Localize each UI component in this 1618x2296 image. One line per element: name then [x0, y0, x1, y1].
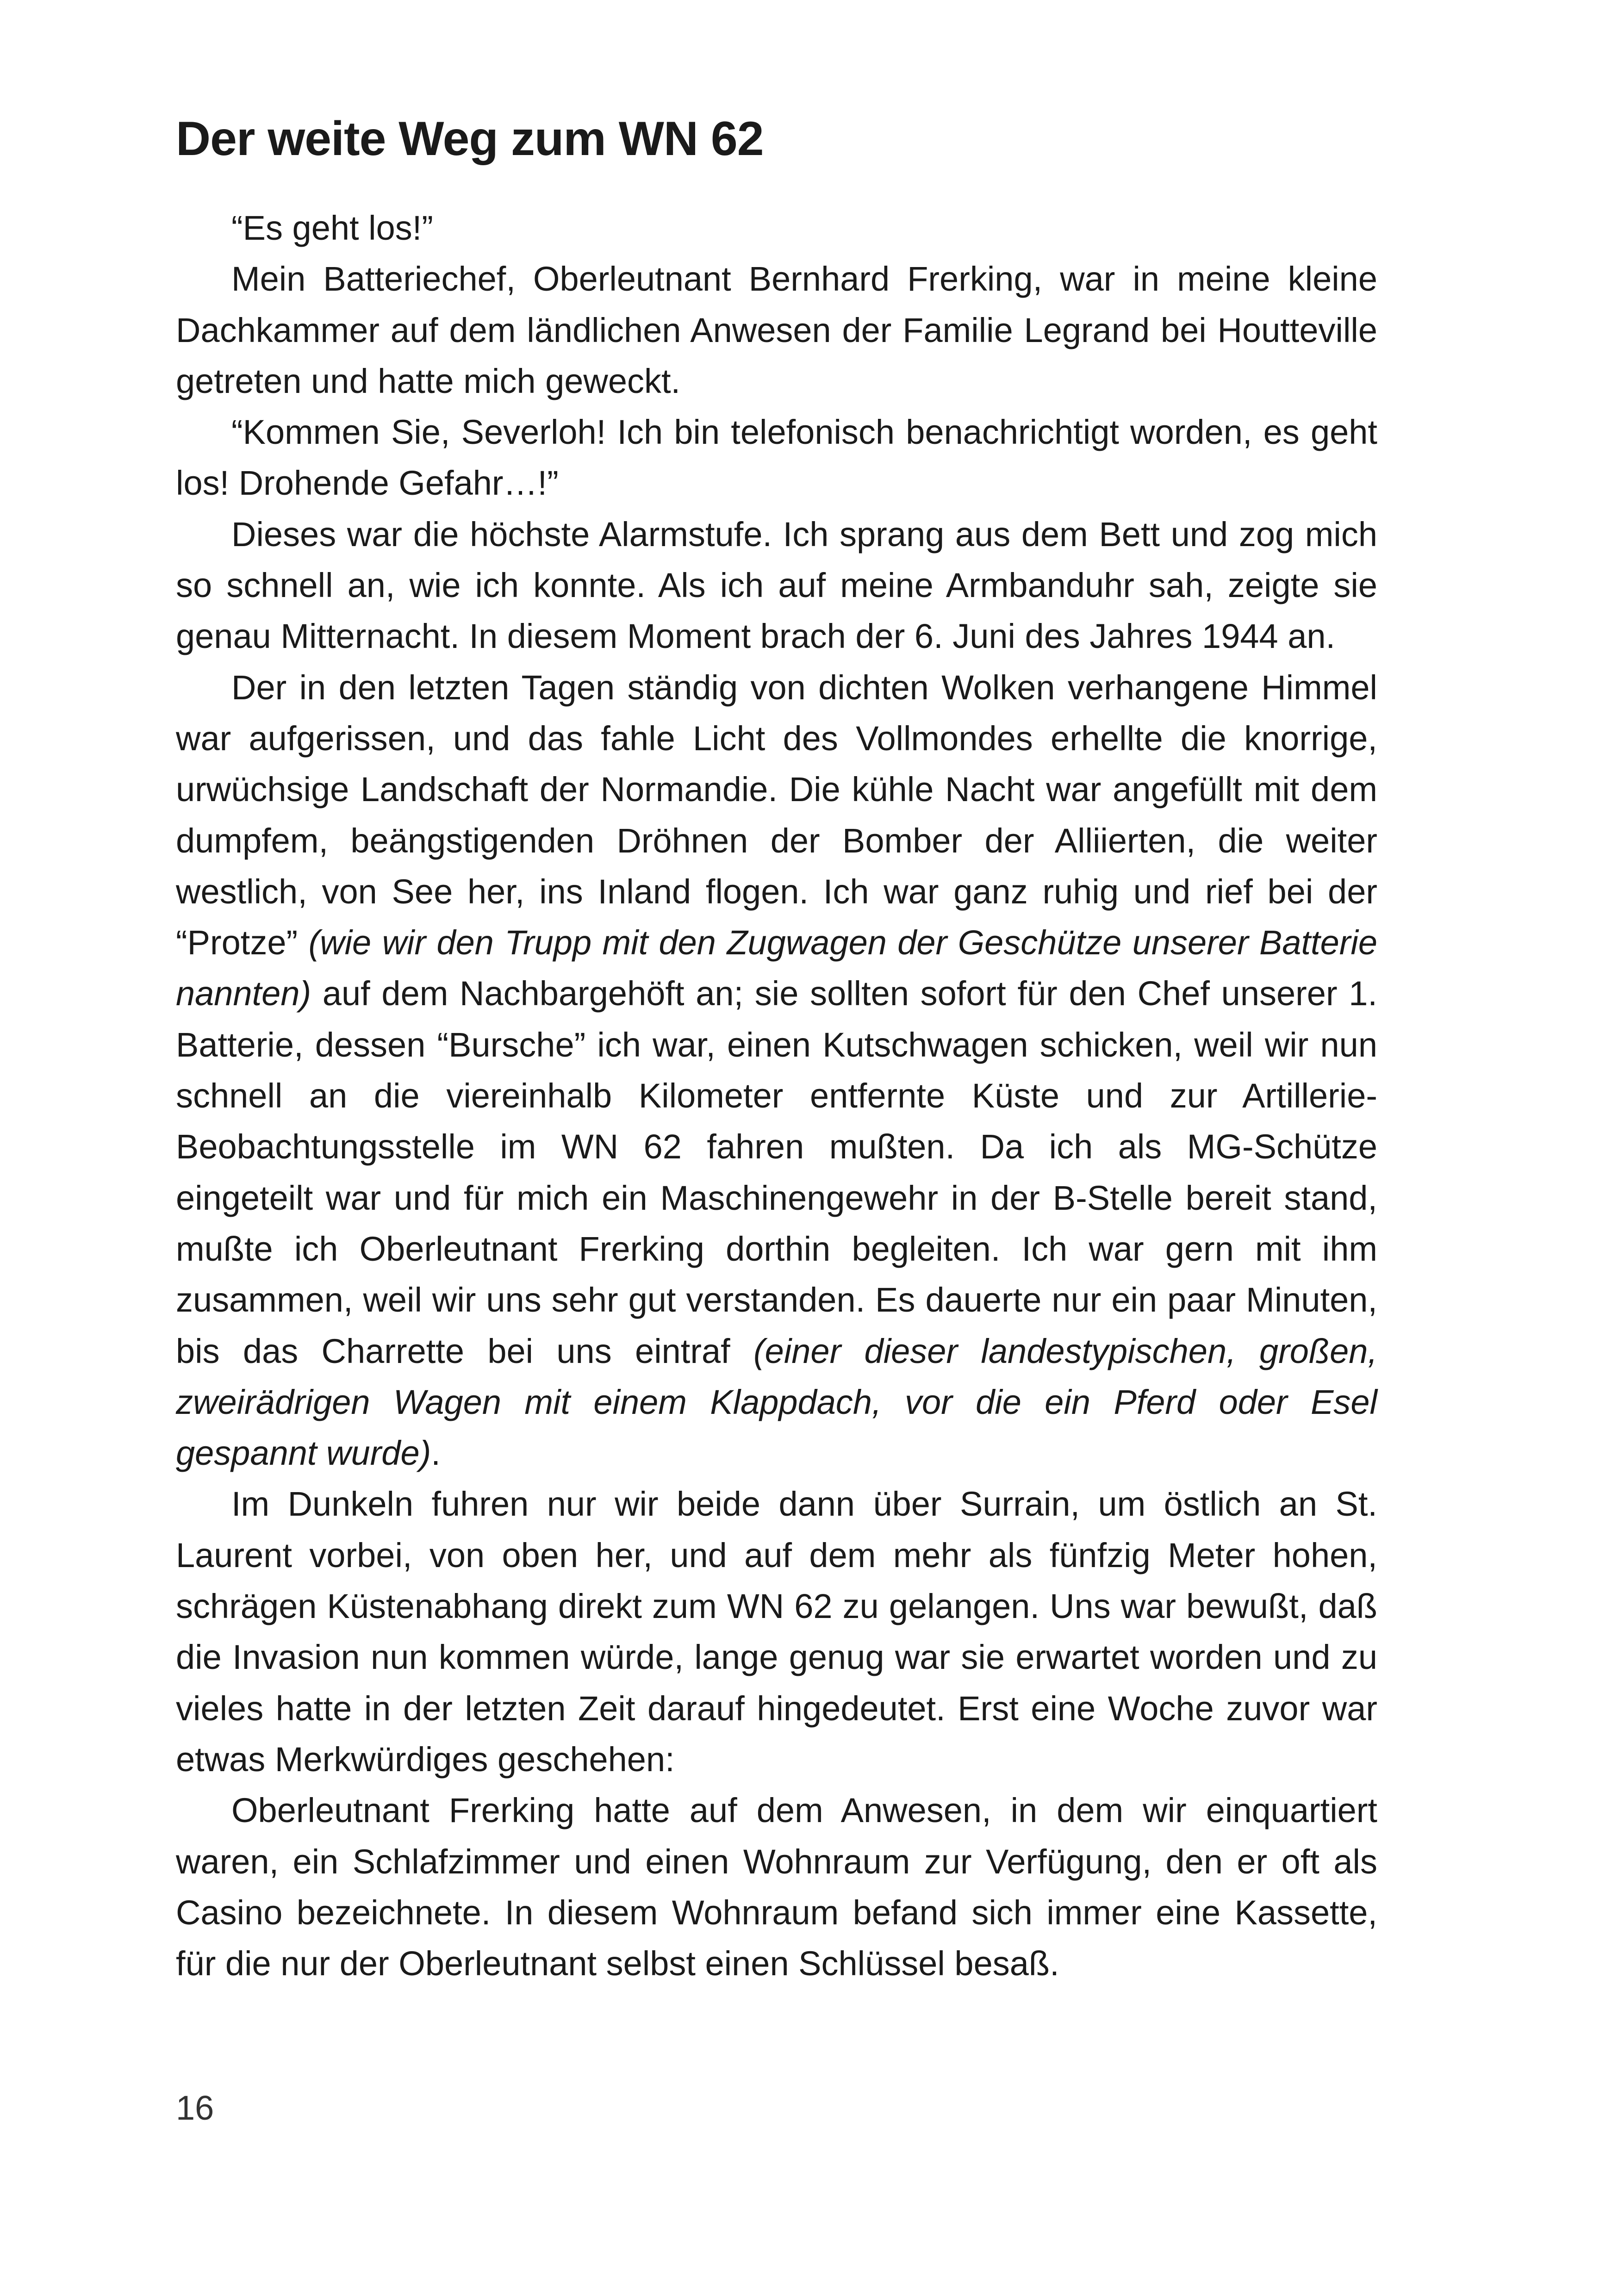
page-number: 16 — [176, 2089, 214, 2127]
paragraph: Dieses war die höchste Alarmstufe. Ich sprang aus dem Bett und zog mich so schnell an, wie ich konnte. Als ich auf meine Armbanduhr sah, zeigte sie genau Mitternacht. In diesem Moment brach der 6. Juni des Jahres 1944 an. — [176, 515, 1377, 656]
paragraph: Im Dunkeln fuhren nur wir beide dann über Surrain, um östlich an St. Laurent vorbei, von oben her, und auf dem mehr als fünfzig Meter hohen, schrägen Küstenabhang direkt zum WN 62 zu gelangen. Uns war bewußt, daß die Invasion nun kommen würde, lange genug war sie erwartet worden und zu vieles hatte in der letzten Zeit darauf hingedeutet. Erst eine Woche zuvor war etwas Merkwürdiges geschehen: — [176, 1485, 1377, 1779]
chapter-title: Der weite Weg zum WN 62 — [176, 112, 764, 166]
book-page — [176, 111, 1377, 1989]
text-run: auf dem Nachbargehöft an; sie sollten sofort für den Chef unserer 1. Batterie, dessen “Bursche” ich war, einen Kutschwagen schicken, weil wir nun schnell an die viereinhalb Kilometer entfernte Küste und zur Artillerie-Beobachtungsstelle im WN 62 fahren mußten. Da ich als MG-Schütze eingeteilt war und für mich ein Maschinengewehr in der B-Stelle bereit stand, mußte ich Oberleutnant Frerking dorthin begleiten. Ich war gern mit ihm zusammen, weil wir uns sehr gut verstanden. Es dauerte nur ein paar Minuten, bis das Charrette bei uns eintraf — [176, 974, 1377, 1370]
body-text — [176, 203, 1377, 1989]
paragraph — [176, 662, 1377, 1479]
paragraph: “Kommen Sie, Severloh! Ich bin telefonisch benachrichtigt worden, es geht los! Drohende Gefahr…!” — [176, 413, 1377, 503]
text-run: . — [431, 1434, 441, 1473]
paragraph: “Es geht los!” — [231, 209, 433, 247]
paragraph: Mein Batteriechef, Oberleutnant Bernhard Frerking, war in meine kleine Dachkammer auf dem ländlichen Anwesen der Familie Legrand bei Houtteville getreten und hatte mich geweckt. — [176, 260, 1377, 400]
paragraph: Oberleutnant Frerking hatte auf dem Anwesen, in dem wir einquartiert waren, ein Schlafzimmer und einen Wohnraum zur Verfügung, den er oft als Casino bezeichnete. In diesem Wohnraum befand sich immer eine Kassette, für die nur der Oberleutnant selbst einen Schlüssel besaß. — [176, 1791, 1377, 1983]
italic-aside: (einer dieser landestypischen, großen, zweirädrigen Wagen mit einem Klappdach, vor die ein Pferd oder Esel gespannt wurde) — [176, 1332, 1377, 1473]
italic-aside: (wie wir den Trupp mit den Zugwagen der Geschütze unserer Batterie nannten) — [176, 923, 1378, 1013]
text-run: Der in den letzten Tagen ständig von dichten Wolken verhangene Himmel war aufgerissen, und das fahle Licht des Vollmondes erhellte die knorrige, urwüchsige Landschaft der Normandie. Die kühle Nacht war angefüllt mit dem dumpfem, beängstigenden Dröhnen der Bomber der Alliierten, die weiter westlich, von See her, ins Inland flogen. Ich war ganz ruhig und rief bei der “Protze” — [176, 668, 1377, 962]
